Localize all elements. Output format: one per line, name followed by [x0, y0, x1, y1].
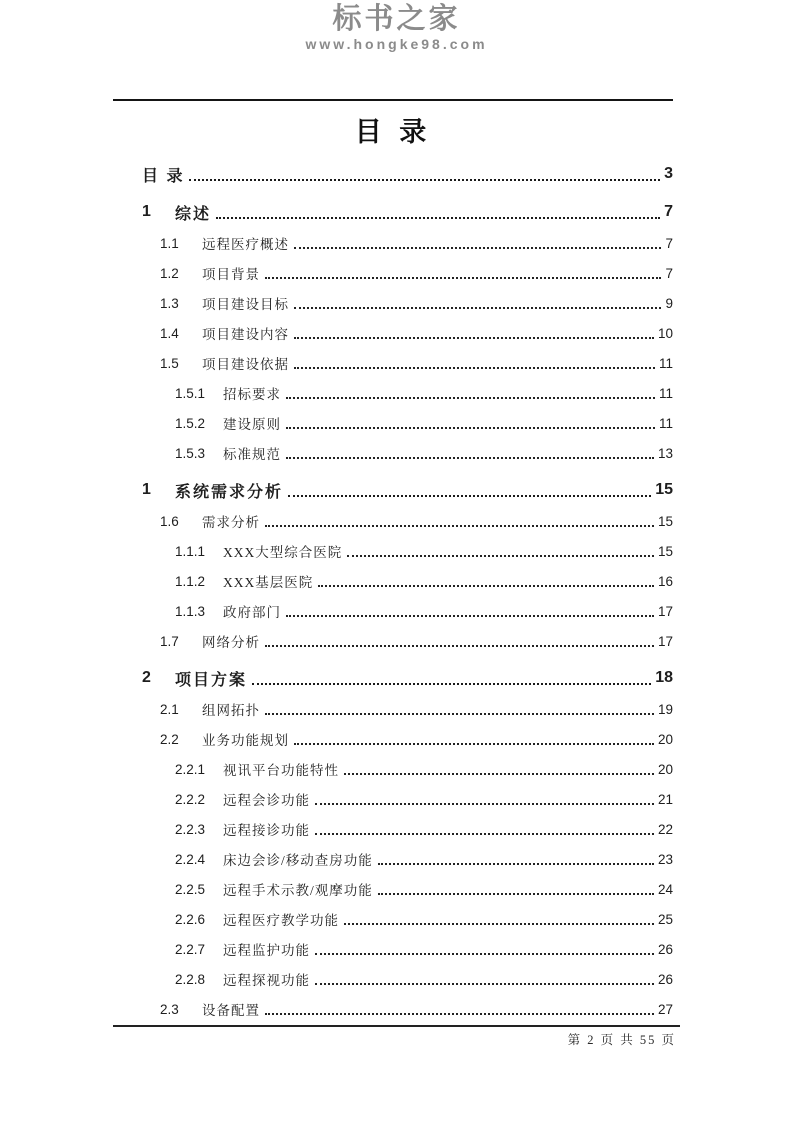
- toc-entry[interactable]: [113, 474, 673, 506]
- toc-entry-number: 2.2.6: [175, 911, 206, 927]
- toc-entry[interactable]: [113, 626, 673, 656]
- toc-entry-number: 2.2.7: [175, 941, 206, 957]
- dot-leader: [315, 983, 654, 985]
- dot-leader: [265, 713, 654, 715]
- toc-entry[interactable]: [113, 288, 673, 318]
- dot-leader: [265, 645, 654, 647]
- toc-entry[interactable]: [113, 694, 673, 724]
- toc-entry-label: 目 录: [142, 167, 185, 185]
- toc-entry[interactable]: [113, 662, 673, 694]
- toc-entry-number: 1.5.2: [175, 415, 206, 431]
- toc-entry-page-number: 25: [657, 911, 673, 927]
- document-masthead: [0, 4, 793, 52]
- toc-entry-page-number: 23: [657, 851, 673, 867]
- toc-entry-page-number: 7: [665, 235, 673, 251]
- dot-leader: [265, 525, 654, 527]
- toc-entry-page-number: 18: [655, 669, 673, 686]
- toc-entry-page-number: 11: [658, 385, 673, 401]
- toc-entry-page-number: 3: [664, 165, 673, 182]
- toc-entry[interactable]: [113, 408, 673, 438]
- toc-entry-page-number: 17: [657, 633, 673, 649]
- toc-entry-number: 2.2.8: [175, 971, 206, 987]
- toc-entry-number: 2.2.2: [175, 791, 206, 807]
- toc-entry-label: 远程接诊功能: [223, 823, 310, 838]
- toc-entry[interactable]: [113, 844, 673, 874]
- dot-leader: [378, 893, 654, 895]
- toc-entry-number: 1.1.3: [175, 603, 206, 619]
- toc-entry[interactable]: [113, 596, 673, 626]
- dot-leader: [318, 585, 654, 587]
- toc-entry[interactable]: [113, 158, 673, 190]
- dot-leader: [216, 217, 660, 219]
- toc-entry-number: 1.3: [160, 295, 179, 311]
- toc-entry[interactable]: [113, 348, 673, 378]
- toc-entry-page-number: 13: [657, 445, 673, 461]
- toc-entry-page-number: 21: [657, 791, 673, 807]
- dot-leader: [265, 277, 661, 279]
- toc-entry[interactable]: [113, 814, 673, 844]
- toc-entry-number: 1.1.2: [175, 573, 206, 589]
- toc-entry-number: 1: [142, 481, 151, 498]
- toc-entry-page-number: 7: [665, 265, 673, 281]
- toc-entry-label: 组网拓扑: [202, 703, 260, 718]
- dot-leader: [294, 743, 654, 745]
- toc-entry-label: 政府部门: [223, 605, 281, 620]
- toc-entry-label: 项目建设依据: [202, 357, 289, 372]
- toc-entry[interactable]: [113, 904, 673, 934]
- toc-entry-label: 招标要求: [223, 387, 281, 402]
- toc-entry[interactable]: [113, 784, 673, 814]
- toc-entry-page-number: 11: [658, 415, 673, 431]
- toc-entry-page-number: 15: [657, 543, 673, 559]
- dot-leader: [315, 803, 654, 805]
- toc-entry-label: 需求分析: [202, 515, 260, 530]
- toc-entry-number: 1.4: [160, 325, 179, 341]
- toc-entry-label: 网络分析: [202, 635, 260, 650]
- toc-entry-page-number: 20: [657, 731, 673, 747]
- dot-leader: [378, 863, 654, 865]
- toc-entry[interactable]: [113, 378, 673, 408]
- toc-entry-page-number: 26: [657, 941, 673, 957]
- toc-entry-number: 1.7: [160, 633, 179, 649]
- toc-list: [113, 158, 673, 1024]
- toc-entry-label: 建设原则: [223, 417, 281, 432]
- toc-entry-page-number: 7: [664, 203, 673, 220]
- toc-entry-number: 2.2.5: [175, 881, 206, 897]
- toc-entry-page-number: 27: [657, 1001, 673, 1017]
- toc-entry-number: 1.5.3: [175, 445, 206, 461]
- toc-entry-label: 视讯平台功能特性: [223, 763, 339, 778]
- dot-leader: [294, 367, 655, 369]
- toc-entry-number: 2.2.3: [175, 821, 206, 837]
- toc-entry-label: 项目方案: [175, 671, 248, 689]
- toc-entry[interactable]: [113, 994, 673, 1024]
- dot-leader: [344, 923, 654, 925]
- toc-entry-number: 2.3: [160, 1001, 179, 1017]
- toc-entry[interactable]: [113, 536, 673, 566]
- logo-url: www.hongke98.com: [305, 36, 488, 52]
- toc-entry-label: 设备配置: [202, 1003, 260, 1018]
- toc-entry-label: 业务功能规划: [202, 733, 289, 748]
- page-title: 目 录: [354, 117, 432, 147]
- toc-entry-page-number: 26: [657, 971, 673, 987]
- dot-leader: [288, 495, 651, 497]
- toc-entry-page-number: 19: [657, 701, 673, 717]
- dot-leader: [344, 773, 654, 775]
- toc-entry-page-number: 15: [657, 513, 673, 529]
- toc-entry-label: 床边会诊/移动查房功能: [223, 853, 373, 868]
- toc-entry-number: 2.2.1: [175, 761, 206, 777]
- toc-entry-label: 项目建设内容: [202, 327, 289, 342]
- toc-entry-label: 项目背景: [202, 267, 260, 282]
- toc-entry-page-number: 16: [657, 573, 673, 589]
- toc-entry-label: 远程医疗教学功能: [223, 913, 339, 928]
- toc-entry-page-number: 11: [658, 355, 673, 371]
- toc-entry[interactable]: [113, 566, 673, 596]
- toc-entry[interactable]: [113, 258, 673, 288]
- toc-entry-label: 综述: [175, 205, 212, 223]
- toc-entry-label: 远程监护功能: [223, 943, 310, 958]
- toc-entry-label: 项目建设目标: [202, 297, 289, 312]
- footer-page-info: 第 2 页 共 55 页: [567, 1033, 676, 1047]
- toc-entry-label: 远程医疗概述: [202, 237, 289, 252]
- toc-entry-page-number: 17: [657, 603, 673, 619]
- dot-leader: [315, 953, 654, 955]
- toc-entry-page-number: 15: [655, 481, 673, 498]
- dot-leader: [315, 833, 654, 835]
- dot-leader: [286, 397, 655, 399]
- toc-entry[interactable]: [113, 228, 673, 258]
- toc-entry[interactable]: [113, 754, 673, 784]
- toc-entry-number: 2.2: [160, 731, 179, 747]
- toc-entry-number: 1.2: [160, 265, 179, 281]
- toc-entry-label: XXX基层医院: [223, 575, 314, 590]
- toc-entry[interactable]: [113, 934, 673, 964]
- toc-entry-number: 2.1: [160, 701, 179, 717]
- dot-leader: [252, 683, 651, 685]
- toc-entry[interactable]: [113, 318, 673, 348]
- toc-entry-label: 远程会诊功能: [223, 793, 310, 808]
- toc-entry-number: 2: [142, 669, 151, 686]
- dot-leader: [347, 555, 654, 557]
- toc-entry-number: 1: [142, 203, 151, 220]
- toc-entry-number: 1.1.1: [175, 543, 206, 559]
- toc-entry[interactable]: [113, 438, 673, 468]
- toc-entry-number: 1.1: [160, 235, 179, 251]
- toc-entry-number: 1.5: [160, 355, 179, 371]
- toc-entry-number: 2.2.4: [175, 851, 206, 867]
- toc-entry[interactable]: [113, 196, 673, 228]
- dot-leader: [294, 337, 654, 339]
- toc-entry-label: 系统需求分析: [175, 483, 284, 501]
- toc-entry-page-number: 24: [657, 881, 673, 897]
- toc-entry-page-number: 20: [657, 761, 673, 777]
- toc-entry-label: 远程手术示教/观摩功能: [223, 883, 373, 898]
- logo-text: 标书之家: [332, 3, 461, 35]
- toc-entry-label: 标准规范: [223, 447, 281, 462]
- dot-leader: [265, 1013, 654, 1015]
- footer-rule: [113, 1025, 680, 1027]
- dot-leader: [286, 615, 654, 617]
- toc-entry[interactable]: [113, 506, 673, 536]
- toc-entry[interactable]: [113, 724, 673, 754]
- dot-leader: [286, 427, 655, 429]
- dot-leader: [294, 247, 661, 249]
- toc-entry-label: XXX大型综合医院: [223, 545, 343, 560]
- dot-leader: [286, 457, 654, 459]
- dot-leader: [189, 179, 660, 181]
- toc-entry-number: 1.6: [160, 513, 179, 529]
- header-rule: [113, 99, 673, 101]
- toc-entry-label: 远程探视功能: [223, 973, 310, 988]
- toc-entry-number: 1.5.1: [175, 385, 206, 401]
- page-content: [113, 112, 673, 1024]
- dot-leader: [294, 307, 661, 309]
- toc-entry[interactable]: [113, 874, 673, 904]
- toc-entry-page-number: 10: [657, 325, 673, 341]
- toc-entry-page-number: 9: [665, 295, 673, 311]
- toc-entry[interactable]: [113, 964, 673, 994]
- toc-entry-page-number: 22: [657, 821, 673, 837]
